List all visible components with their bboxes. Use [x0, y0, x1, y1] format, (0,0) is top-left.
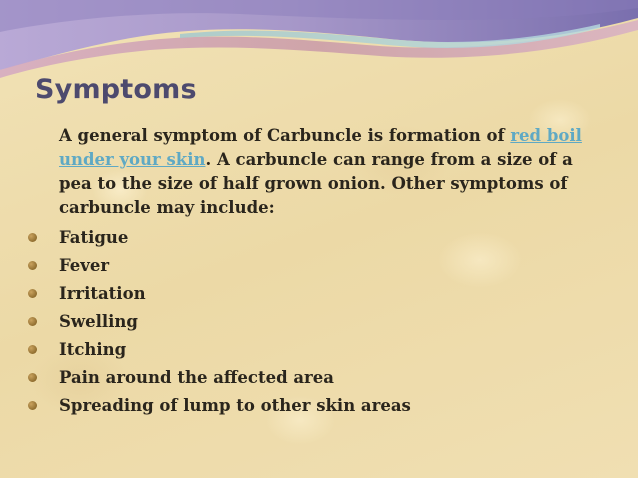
- list-item: [26, 224, 606, 252]
- list-item-label: Pain around the affected area: [59, 368, 334, 387]
- slide-title: Symptoms: [35, 74, 197, 105]
- bullet-icon: [28, 233, 37, 242]
- bullet-icon: [28, 345, 37, 354]
- bullet-icon: [28, 317, 37, 326]
- intro-text-end: . A carbuncle can range from a size of a pea to the size of half grown onion. Other symptoms of carbuncle may include:: [59, 150, 573, 217]
- list-item-label: Fever: [59, 256, 110, 275]
- intro-paragraph: [59, 124, 594, 220]
- list-item: [26, 280, 606, 308]
- list-item: [26, 392, 606, 420]
- bullet-icon: [28, 289, 37, 298]
- list-item-label: Swelling: [59, 312, 138, 331]
- list-item-label: Fatigue: [59, 228, 129, 247]
- list-item-label: Irritation: [59, 284, 146, 303]
- symptom-list: [26, 224, 606, 420]
- list-item: [26, 336, 606, 364]
- list-item: [26, 308, 606, 336]
- list-item: [26, 252, 606, 280]
- intro-text-start: A general symptom of Carbuncle is formation of: [59, 126, 511, 145]
- bullet-icon: [28, 373, 37, 382]
- list-item: [26, 364, 606, 392]
- decorative-wave-banner: [0, 0, 638, 80]
- bullet-icon: [28, 401, 37, 410]
- list-item-label: Itching: [59, 340, 127, 359]
- bullet-icon: [28, 261, 37, 270]
- list-item-label: Spreading of lump to other skin areas: [59, 396, 411, 415]
- slide-body: [26, 124, 606, 420]
- red-boil-link[interactable]: red boil under your skin: [59, 126, 582, 169]
